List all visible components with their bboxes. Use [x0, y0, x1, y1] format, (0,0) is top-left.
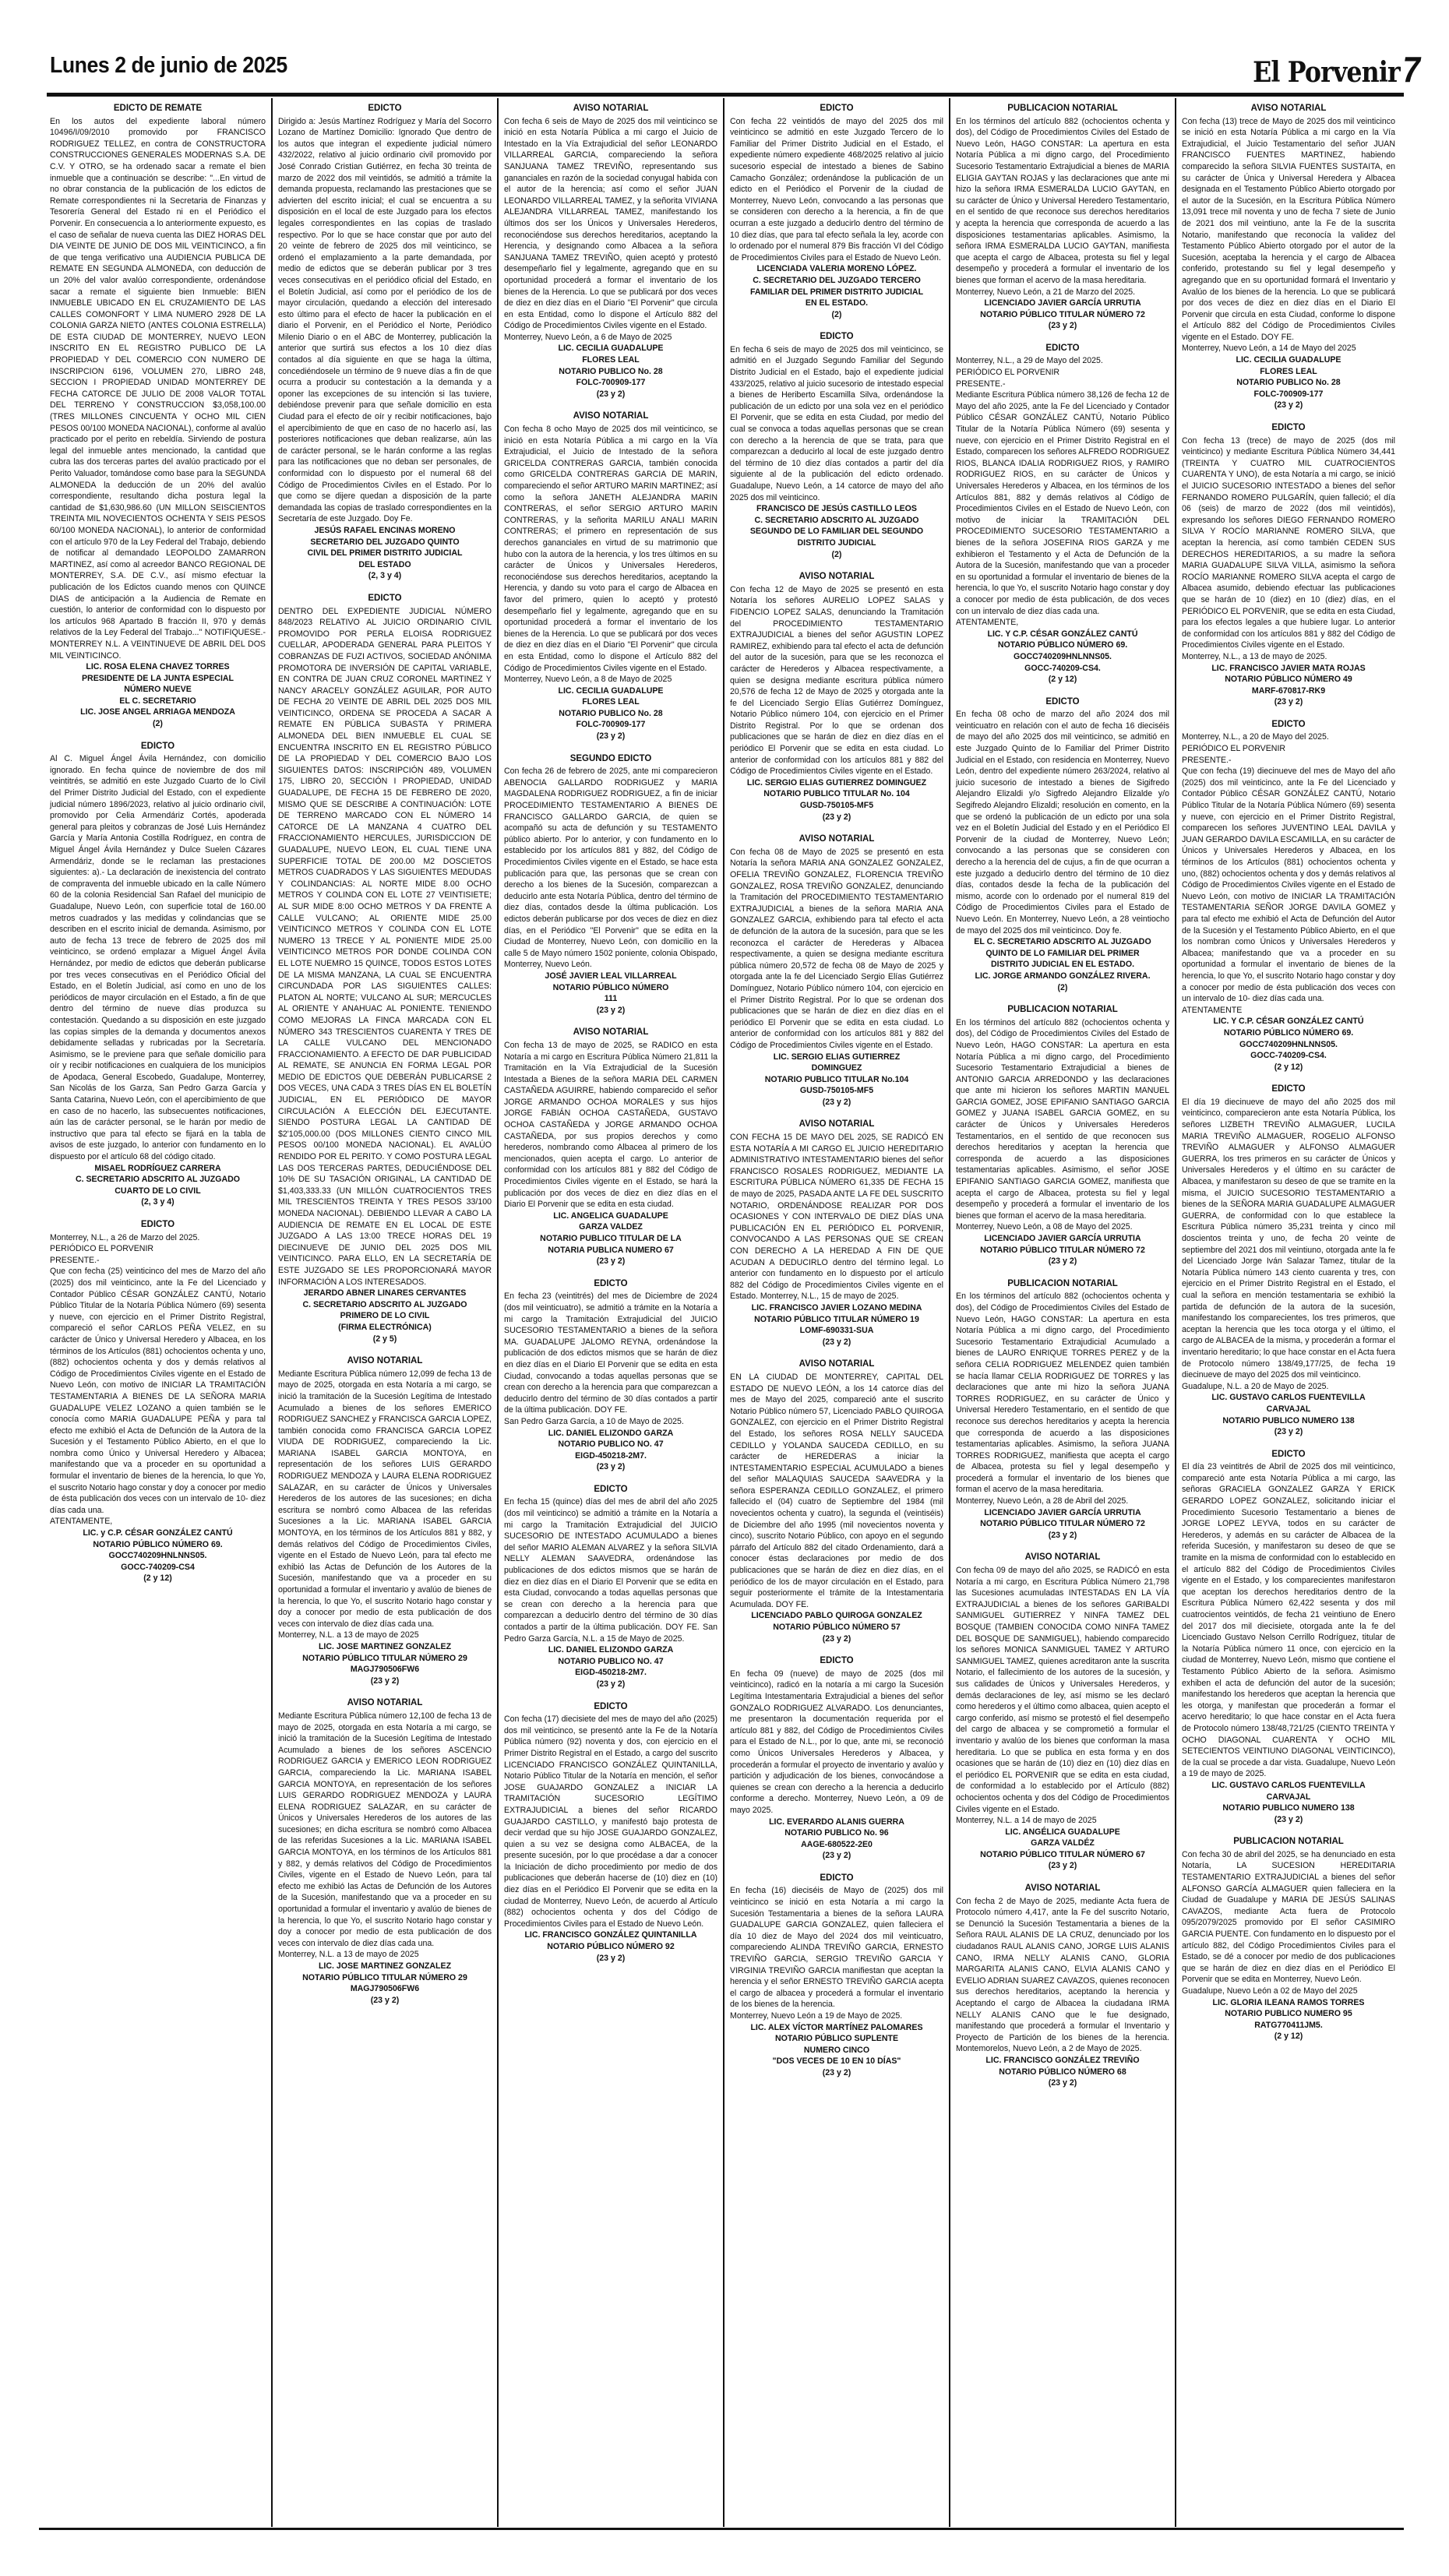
notice-closing: ATENTAMENTE,: [50, 1517, 113, 1527]
signature-line: NOTARIO PÚBLICO NÚMERO 68: [999, 2067, 1126, 2077]
notice-heading: AVISO NOTARIAL: [573, 104, 649, 113]
signature-line: NOTARIO PUBLICO No. 96: [784, 1828, 889, 1838]
notice-intro-line: PERIÓDICO EL PORVENIR: [1182, 744, 1286, 754]
publication-dates: (2 y 12): [143, 1573, 172, 1584]
signature-line: LIC. CECILIA GUADALUPE: [558, 685, 664, 696]
publication-dates: (23 y 2): [1048, 2078, 1077, 2088]
newspaper-logo: [1253, 48, 1419, 90]
signature-line: MAGJ790506FW6: [350, 1984, 420, 1994]
signature-line: GARZA VALDEZ: [579, 1222, 643, 1232]
legal-notice: [730, 833, 943, 1108]
notice-intro-line: PRESENTE.-: [50, 1255, 100, 1265]
signature-line: LIC. FRANCISCO JAVIER LOZANO MEDINA: [751, 1302, 922, 1313]
signature-line: NUMERO CINCO: [803, 2045, 870, 2055]
legal-notice: [504, 103, 717, 400]
notice-closing: Monterrey, Nuevo León, a 8 de Mayo de 2025: [504, 675, 672, 685]
notice-body: El día 19 diecinueve de mayo del año 2025 dos mil veinticinco, comparecieron ante esta Notaría Pública, los señores LIZBETH TREVIÑO ALMAGUER, LUCILA MARIA TREVIÑO ALMAGUER, ROGELIO ALFONSO TREVIÑO ALMAGUER y ALFONSO ALMAGUER GUERRA, los tres primeros en su carácter de Únicos y Universales Herederos y el último en su carácter de Albacea, y manifestaron su deseo de que se tramite en la misma, el JUICIO SUCESORIO TESTAMENTARIO a bienes de la SEÑORA MARIA GUADALUPE ALMAGUER GUERRA, de conformidad con lo que establece la Escritura Pública número 35,231 treinta y cinco mil doscientos treinta y uno, de fecha 20 veinte de septiembre del 2021 dos mil veintiuno, otorgada ante la fe del Licenciado Jorge Iván Salazar Tamez, titular de la Notaría Pública número 143 ciento cuarenta y tres, con ejercicio en el Primer Distrito Registral en el Estado, el cual la señora en mención testamentaria se exhibió la partida de defunción de la autora de la sucesión, manifestando los comparecientes, los tres primeros, que aceptan la herencia que les toca otorga y el último, el cargo de ALBACEA de la misma, y procederán a formar el inventario hereditario; lo que hace constar en el Acta fuera de Protocolo número 138/49,177/25, de fecha 19 diecinueve de mayo del 2025 dos mil veinticinco.: [1182, 1097, 1395, 1380]
signature-line: NOTARIO PÚBLICO NÚMERO 49: [1225, 675, 1352, 685]
notice-body: En los autos del expediente laboral número 10496/I/09/2010 promovido por FRANCISCO RODRIGUEZ TELLEZ, en contra de CONSTRUCTORA CONSTRUCCIONES GENERALES MODERNAS S.A. DE C.V. Y OTRO, se ha ordenado sacar a remate el bien inmueble que a continuación se describe: "...En virtud de no obrar constancia de la publicación de los edictos de Remate correspondientes ni la Secretaria de Finanzas y Tesorería General del Estado ni en el Periódico el Porvenir. En consecuencia a lo anteriormente expuesto, es el caso de señalar de nueva cuenta las DIEZ HORAS DEL DIA VEINTE DE JUNIO DE DOS MIL VEINTICINCO, a fin de que tenga verificativo una AUDIENCIA PUBLICA DE REMATE EN SEGUNDA ALMONEDA, con deducción de un 20% del valor avalúo correspondiente, ordenándose sacar a remate el siguiente bien Inmueble: BIEN INMUEBLE UBICADO EN EL CRUZAMIENTO DE LAS CALLES COMONFORT Y LIMA NUMERO 2928 DE LA COLONIA GARZA NIETO (ANTES COLONIA ESTRELLA) DE ESTA CIUDAD DE MONTERREY, NUEVO LEON INSCRITO EN EL REGISTRO PUBLICO DE LA PROPIEDAD Y DEL COMERCIO CON NUMERO DE INSCRIPCION 6196, VOLUMEN 270, LIBRO 248, SECCION I PROPIEDAD UNIDAD MONTERREY DE FECHA CATORCE DE JULIO DE 2008 VALOR TOTAL DEL TERRENO Y CONSTRUCCION $3,058,100.00 (TRES MILLONES CINCUENTA Y OCHO MIL CIEN PESOS 00/100 MONEDA NACIONAL), conforme al avalúo practicado por el perito en rebeldía. Sirviendo de postura legal del inmueble antes mencionado, la cantidad que cubra las dos terceras partes del avalúo practicado por el Perito Valuador, tomándose como base para la SEGUNDA ALMONEDA la deducción de un 20% del avalúo correspondiente, resultando dicha postura legal la cantidad de $1,630,986.60 (UN MILLON SEISCIENTOS TREINTA MIL NOVECIENTOS OCHENTA Y SEIS PESOS 60/100 MONEDA NACIONAL), lo anterior de conformidad con el artículo 970 de la Ley Federal del Trabajo, debiendo de notificar al demandado LEOPOLDO ZAMARRON MARTINEZ, así como al acreedor BANCO REGIONAL DE MONTERREY, S.A. DE C.V., así mismo efectuar la publicación de los Edictos cuando menos con QUINCE DIAS de anticipación a la Audiencia de Remate en cuestión, lo anterior de conformidad con lo dispuesto por los artículos 968 Apartado B fracción II, 970 y demás relativos de la Ley Federal del Trabajo..." NOTIFIQUESE.- MONTERREY N.L. A VEINTINUEVE DE ABRIL DEL DOS MIL VEINTICINCO.: [50, 116, 266, 661]
publication-dates: (23 y 2): [1048, 1861, 1077, 1871]
notice-body: Que con fecha (25) veinticinco del mes de Marzo del año (2025) dos mil veinticinco, ante la Fe del Licenciado y Contador Público CÉSAR GONZÁLEZ CANTÚ, Notario Público Titular de la Notaría Pública Número (69) sesenta y nueve, con ejercicio en el Primer Distrito Registral, compareció el señor CARLOS PEÑA VELEZ, en su carácter de Único y Universal Heredero y Albacea, en los términos de los Artículos (881) ochocientos ochenta y uno, (882) ochocientos ochenta y dos y demás relativos al Código de Procedimientos Civiles vigente en el Estado de Nuevo León, con motivo de INICIAR LA TRAMITACIÓN TESTAMENTARIA A BIENES DE LA SEÑORA MARIA GUADALUPE VELEZ LOZANO a quien también se le conocía como MARIA GUADALUPE PEÑA y para tal efecto me exhibió el Acta de Defunción de la Autora de la Sucesión y el Testamento Público Abierto, en el que lo nombra como Único y Universal Heredero y Albacea; manifestando que va a proceder en su oportunidad a formular el inventario de bienes de la herencia, lo que Yo, el suscrito Notario hago constar y doy a conocer por medio de ésta publicación dos veces con un intervalo de 10- diez días cada una.: [50, 1267, 266, 1515]
notice-body: En fecha 09 (nueve) de mayo de 2025 (dos mil veinticinco), radicó en la notaría a mi cargo la Sucesión Legítima Intestamentaria Extrajudicial a bienes del señor GONZALO RODRIGUEZ ALVARADO. Los denunciantes, me presentaron la documentación requerida por el artículo 881 y 882, del Código de Procedimientos Civiles para el Estado de N.L., por lo que, ante mi, se reconoció como Únicos Universales Herederos y Albacea, y procederán a formular el proyecto de inventario y avalúo y partición y adjudicación de los bienes, convocándose a quienes se crean con derecho a la herencia a deducirlo conforme a derecho. Monterrey, Nuevo León, a 09 de mayo 2025.: [730, 1669, 943, 1815]
publication-dates: (23 y 2): [1274, 400, 1303, 411]
signature-line: LIC. FRANCISCO GONZÁLEZ QUINTANILLA: [524, 1930, 697, 1940]
column-1: [47, 98, 271, 2527]
signature-line: GOCC-740209-CS4.: [1024, 663, 1101, 673]
signature-line: SECRETARIO DEL JUZGADO QUINTO: [310, 537, 460, 547]
notice-closing: ATENTAMENTE,: [956, 618, 1019, 628]
legal-notice: [730, 571, 943, 823]
publication-dates: (2 y 12): [1274, 1062, 1303, 1072]
legal-notice: [730, 1873, 943, 2079]
signature-line: FLORES LEAL: [1260, 366, 1317, 376]
legal-notice: [956, 103, 1169, 332]
notice-heading: EDICTO: [140, 741, 175, 751]
notice-body: En los términos del artículo 882 (ochocientos ochenta y dos), del Código de Procedimientos Civiles del Estado de Nuevo León, HAGO CONSTAR: La apertura en esta Notaría Pública a mi digno cargo, del Procedimiento Sucesorio Testamentario Extrajudicial a bienes de ANTONIO GARCIA ARREDONDO y las declaraciones que ante mi hicieron los señores MARTIN MANUEL GARCIA GOMEZ, JOSE EPIFANIO SANTIAGO GARCIA GOMEZ y JUANA ISABEL GARCIA GOMEZ, en su carácter de Únicos y Universales Herederos Testamentarios, en el sentido de que reconocen sus derechos hereditarios y aceptan la herencia que corresponda de acuerdo a las disposiciones testamentarias aplicables. Asimismo, el señor JOSE EPIFANIO SANTIAGO GARCIA GOMEZ, manifiesta que acepta el cargo de Albacea, protesta su fiel y legal desempeño y procederá a formular el inventario de los bienes que forman el acervo de la masa hereditaria.: [956, 1017, 1169, 1221]
publication-dates: (23 y 2): [822, 1097, 851, 1107]
legal-notice: [730, 1358, 943, 1644]
notice-intro-line: PRESENTE.-: [956, 379, 1006, 389]
legal-notice: [730, 1655, 943, 1862]
signature-line: RATG770411JM5.: [1254, 2020, 1323, 2030]
publication-dates: (23 y 2): [822, 1337, 851, 1347]
publication-dates: (23 y 2): [370, 1995, 400, 2005]
legal-notice: [956, 343, 1169, 685]
notice-heading: AVISO NOTARIAL: [799, 1119, 875, 1129]
notice-body: En los términos del artículo 882 (ochocientos ochenta y dos), del Código de Procedimientos Civiles del Estado de Nuevo León, HAGO CONSTAR: La apertura en esta Notaría Pública a mi digno cargo, del Procedimiento Sucesorio Testamentario Extrajudicial a bienes de MARIA ELIGIA GAYTAN ROJAS y las declaraciones que ante mi hizo la señora IRMA ESMERALDA LUCIO GAYTAN, en su carácter de Único y Universal Heredero Testamentario, en el sentido de que reconoce sus derechos hereditarios y acepta la herencia que corresponda de acuerdo a las disposiciones testamentarias aplicables. Asimismo, la señora IRMA ESMERALDA LUCIO GAYTAN, manifiesta que acepta el cargo de Albacea, protesta su fiel y legal desempeño y procederá a formular el inventario de los bienes que forman el acervo de la masa hereditaria.: [956, 116, 1169, 285]
notice-intro-line: PERIÓDICO EL PORVENIR: [50, 1244, 154, 1254]
legal-notice: [1182, 1084, 1395, 1437]
signature-line: LIC. CECILIA GUADALUPE: [558, 344, 664, 354]
legal-notice: [956, 1278, 1169, 1542]
legal-notice: [50, 741, 266, 1208]
signature-line: NOTARIO PÚBLICO NÚMERO 69.: [1223, 1027, 1354, 1038]
signature-line: NOTARIO PUBLICO NUMERO 138: [1222, 1803, 1355, 1813]
legal-notice: [504, 1278, 717, 1473]
notice-body: Con fecha 13 de mayo de 2025, se RADICO en esta Notaría a mi cargo en Escritura Pública Número 21,811 la Tramitación en la Vía Extrajudicial de la Sucesión Intestada a Bienes de la señora MARIA DEL CARMEN CASTAÑEDA AGUIRRE, habiendo comparecido el señor JORGE ARMANDO OCHOA MORALES y sus hijos JORGE FABIÁN OCHOA CASTAÑEDA, GUSTAVO OCHOA CASTAÑEDA y JORGE ARMANDO OCHOA CASTAÑEDA, por sus propios derechos y como herederos, nombrando como Albacea al primero de los mencionados, quien acepta el cargo. Lo anterior de conformidad con los artículos 881 y 882 del Código de Procedimientos Civiles vigente en el Estado, se hará la publicación por dos veces de diez en diez días en el Diario El Porvenir que se edita en esta ciudad.: [504, 1040, 717, 1210]
signature-line: SEGUNDO DE LO FAMILIAR DEL SEGUNDO: [749, 527, 924, 537]
signature-line: GUSD-750105-MF5: [799, 1086, 874, 1096]
publication-dates: (23 y 2): [596, 1953, 626, 1963]
column-4: [723, 98, 949, 2527]
notice-heading: AVISO NOTARIAL: [573, 1027, 649, 1038]
signature-line: LIC. GLORIA ILEANA RAMOS TORRES: [1212, 1997, 1365, 2007]
notice-body: Que con fecha (19) diecinueve del mes de Mayo del año (2025) dos mil veinticinco, ante la Fe del Licenciado y Contador Público CÉSAR GONZÁLEZ CANTÚ, Notario Público Titular de la Notaría Pública Número (69) sesenta y nueve, con ejercicio en el Primer Distrito Registral, comparecen los señores JUVENTINO LEAL DAVILA y JUAN GERARDO DAVILA ESCAMILLA, en su carácter de Únicos y Universales Herederos y Albacea, en los términos de los Artículos (881) ochocientos ochenta y uno, (882) ochocientos ochenta y dos y demás relativos al Código de Procedimientos Civiles vigente en el Estado de Nuevo León, con motivo de INICIAR LA TRAMITACIÓN TESTAMENTARIA SEÑOR JORGE DAVILA GOMEZ y para tal efecto me exhibió el Acta de Defunción del Autor de la Sucesión y el Testamento Público Abierto, en el que los nombran como Únicos y Universales Herederos y Albacea; manifestando que va a proceder en su oportunidad a formular el inventario de bienes de la herencia, lo que Yo, el suscrito Notario hago constar y doy a conocer por medio de ésta publicación dos veces con un intervalo de 10- diez días cada una.: [1182, 766, 1395, 1004]
legal-notice: [504, 1484, 717, 1690]
header-rule: [47, 93, 1404, 97]
signature-line: NOTARIO PÚBLICO TITULAR NÚMERO 72: [980, 1245, 1145, 1255]
notice-heading: PUBLICACION NOTARIAL: [1007, 104, 1118, 113]
publication-dates: (2): [831, 309, 842, 319]
notice-body: Con fecha 22 veintidós de mayo del 2025 dos mil veinticinco se admitió en este Juzgado Tercero de lo Familiar del Primer Distrito Judicial en el Estado, el expediente número expediente 468/2025 relativo al juicio sucesorio especial de intestado a bienes de Sabino Camacho González; ordenándose la publicación de un edicto en el Periódico el Porvenir de la ciudad de Monterrey, Nuevo León, convocando a las personas que se consideren con derecho a la herencia, a fin de que ocurran a este juzgado a deducirlo dentro del término de 10 diez días, que para tal efecto señala la ley, acorde con lo ordenado por el numeral 879 Bis fracción VI del Código de Procedimientos Civiles para el Estado de Nuevo León.: [730, 116, 943, 263]
notice-heading: EDICTO: [1045, 696, 1080, 707]
publication-dates: (23 y 2): [596, 1005, 626, 1015]
notice-body: Con fecha (17) diecisiete del mes de mayo del año (2025) dos mil veinticinco, se presentó ante la Fe de la Notaría Pública número (92) noventa y dos, con ejercicio en el Primer Distrito Registral en el Estado, a cargo del suscrito LICENCIADO FRANCISCO GONZÁLEZ QUINTANILLA, Notario Público Titular de la Notaría en mención, el señor JOSE GUAJARDO GONZALEZ a INICIAR LA TRAMITACIÓN SUCESORIO LEGÍTIMO EXTRAJUDICIAL a bienes del señor RICARDO GUAJARDO CASTILLO, y manifestó bajo protesta de decir verdad que su hijo JOSE GUAJARDO GONZALEZ, quien a su vez se designa como ALBACEA, de la presente sucesión, por lo que procédase a dar a conocer la Iniciación de dicho procedimiento por medio de dos publicaciones que deberán hacerse de (10) diez en (10) diez días en el Periódico El Porvenir que se edita en la ciudad de Monterrey, Nuevo León, de acuerdo al Artículo (882) ochocientos ochenta y dos del Código de Procedimientos Civiles para el Estado de Nuevo León.: [504, 1714, 717, 1929]
legal-notice: [1182, 1836, 1395, 2042]
notice-heading: EDICTO: [820, 1873, 854, 1883]
signature-line: NOTARIO PUBLICO No. 28: [559, 708, 663, 718]
signature-line: MISAEL RODRÍGUEZ CARRERA: [94, 1163, 221, 1173]
publication-dates: (2): [153, 719, 163, 729]
notice-heading: EDICTO: [1271, 423, 1306, 433]
signature-line: NOTARIO PUBLICO NO. 47: [558, 1656, 664, 1666]
notice-closing: San Pedro Garza García, a 10 de Mayo de 2025.: [504, 1416, 684, 1426]
notice-heading: AVISO NOTARIAL: [347, 1698, 423, 1708]
signature-line: NOTARIO PÚBLICO NÚMERO 69.: [93, 1539, 223, 1549]
notice-heading: AVISO NOTARIAL: [347, 1356, 423, 1366]
signature-line: JOSÉ JAVIER LEAL VILLARREAL: [545, 971, 677, 981]
notice-closing: Monterrey, Nuevo León, a 14 de Mayo del 2025: [1182, 344, 1356, 354]
signature-line: C. SECRETARIO ADSCRITO AL JUZGADO: [302, 1299, 467, 1309]
legal-notice: [50, 103, 266, 730]
signature-line: CARVAJAL: [1266, 1792, 1311, 1802]
notice-heading: EDICTO: [594, 1701, 628, 1711]
signature-line: QUINTO DE LO FAMILIAR DEL PRIMER: [985, 948, 1140, 958]
notice-closing: Guadalupe, Nuevo León a 02 de Mayo del 2025: [1182, 1986, 1358, 1996]
signature-line: LIC. DANIEL ELIZONDO GARZA: [548, 1428, 674, 1438]
signature-line: CIVIL DEL PRIMER DISTRITO JUDICIAL: [307, 548, 463, 559]
signature-line: LIC. ALEX VÍCTOR MARTÍNEZ PALOMARES: [750, 2022, 923, 2032]
signature-line: MAGJ790506FW6: [350, 1665, 420, 1675]
notice-heading: EDICTO: [1045, 343, 1080, 353]
signature-line: LIC. JOSE MARTINEZ GONZALEZ: [318, 1961, 452, 1971]
signature-line: LIC. GUSTAVO CARLOS FUENTEVILLA: [1211, 1780, 1366, 1790]
legal-notice: [956, 1552, 1169, 1872]
notice-heading: AVISO NOTARIAL: [1024, 1884, 1101, 1894]
brand-name: El Porvenir: [1253, 56, 1400, 89]
signature-line: JERARDO ABNER LINARES CERVANTES: [303, 1288, 467, 1299]
notice-body: En fecha 15 (quince) días del mes de abril del año 2025 (dos mil veinticinco) se admitió a trámite en la Notaría a mi cargo la Tramitación Extrajudicial del JUICIO SUCESORIO DE INTESTADO ACUMULADO a bienes del señor MARIO ALEMAN ALVAREZ y la señora SILVIA NELLY ALEMAN SAAVEDRA, ordenándose las publicaciones de dos edictos mismos que se harán de diez en diez días en el Diario El Porvenir que se edita en esta Ciudad, convocando a todas aquellas personas que se crean con derecho a la herencia para que comparezcan a deducirlo dentro del término de 30 días contados a partir de la última publicación. DOY FE. San Pedro Garza García, N.L. a 15 de Mayo de 2025.: [504, 1497, 717, 1644]
signature-line: NOTARIO PÚBLICO NÚMERO 92: [547, 1942, 675, 1952]
publication-dates: (23 y 2): [596, 1462, 626, 1472]
legal-notice: [504, 1027, 717, 1267]
notice-body: En fecha 23 (veintitrés) del mes de Diciembre de 2024 (dos mil veinticuatro), se admitió a trámite en la Notaría a mi cargo la Tramitación Extrajudicial del JUICIO SUCESORIO TESTAMENTARIO a bienes de la señora MA. GUADALUPE JALOMO REYNA, ordenándose la publicación de dos edictos mismos que se harán de diez en diez días en el Diario El Porvenir que se edita en esta Ciudad, convocando a todas aquellas personas que se crean con derecho a la herencia para que comparezcan a deducirlo dentro del término de 30 días contados a partir de la última publicación. DOY FE.: [504, 1292, 717, 1415]
signature-line: GUSD-750105-MF5: [799, 801, 874, 811]
signature-line: LIC. ANGÉLICA GUADALUPE: [1005, 1827, 1120, 1837]
publication-dates: (2): [1057, 982, 1068, 992]
signature-line: EIGD-450218-2M7.: [575, 1668, 647, 1678]
signature-line: LIC. ROSA ELENA CHAVEZ TORRES: [86, 662, 230, 672]
signature-line: PRIMERO DE LO CIVIL: [340, 1311, 430, 1321]
signature-line: AAGE-680522-2E0: [801, 1839, 873, 1849]
signature-line: LIC. y C.P. CÉSAR GONZÁLEZ CANTÚ: [83, 1528, 233, 1538]
legal-notice: [278, 1355, 492, 1686]
notice-heading: EDICTO: [140, 1220, 175, 1229]
column-6: [1175, 98, 1401, 2527]
signature-line: NOTARIO PÚBLICO TITULAR NÚMERO 29: [302, 1653, 467, 1663]
signature-line: JESÚS RAFAEL ENCINAS MORENO: [314, 525, 456, 535]
signature-line: PRESIDENTE DE LA JUNTA ESPECIAL: [81, 673, 234, 683]
notice-heading: EDICTO: [1271, 719, 1306, 729]
publication-dates: (2 y 5): [372, 1334, 397, 1344]
publication-dates: (23 y 2): [822, 812, 851, 822]
signature-line: DOMINGUEZ: [811, 1063, 862, 1073]
signature-line: GOCC740209HNLNNS05.: [1014, 651, 1112, 661]
legal-notice: [278, 103, 492, 582]
notice-body: Mediante Escritura Pública número 12,099 de fecha 13 de mayo de 2025, otorgada en esta Notaría a mi cargo, se inició la tramitación de la Sucesión Legítima de Intestado Acumulado a bienes de los señores EMERICO RODRIGUEZ SANCHEZ y FRANCISCA GARCIA LOPEZ, también conocida como FRANCISCA GARCIA LOPEZ VIUDA DE RODRIGUEZ, compareciendo la Lic. MARIANA ISABEL GARCIA MONTOYA, en representación de los señores LUIS GERARDO RODRIGUEZ MENDOZA y LAURA ELENA RODRIGUEZ SALAZAR, en su carácter de Únicos y Universales Herederos de los autores de las sucesiones; en dicha escritura se nombró como Albacea de las referidas Sucesiones a la Lic. MARIANA ISABEL GARCIA MONTOYA, en los términos de los Artículos 881 y 882, y demás relativos del Código de Procedimientos Civiles, vigente en el Estado de Nuevo León, para tal efecto me exhibió las Actas de Defunción de los Autores de la Sucesión, manifestando que va a proceder en su oportunidad a formular el inventario y avalúo de bienes de la herencia, lo que Yo, el suscrito Notario hago constar y doy a conocer por medio de esta publicación de dos veces con intervalo de diez días cada una.: [278, 1369, 492, 1629]
signature-line: EL C. SECRETARIO: [119, 696, 196, 706]
notice-heading: AVISO NOTARIAL: [1024, 1552, 1101, 1563]
notice-body: Con fecha 2 de Mayo de 2025, mediante Acta fuera de Protocolo número 4,417, ante la Fe del suscrito Notario, se Denunció la Sucesión Testamentaria a bienes de la Señora RAUL ALANIS DE LA CRUZ, denunciado por los ciudadanos RAUL ALANIS CANO, JORGE LUIS ALANIS CANO, IRMA NELLY ALANIS CANO, GLORIA MARGARITA ALANIS CANO, ELVIA ALANIS CANO y EVELIO ADRIAN SUAREZ CAVAZOS, quienes reconocen sus derechos hereditarios, aceptando la herencia y Aceptando el cargo de Albacea la ciudadana IRMA NELLY ALANIS CANO que le fue designado, manifestando que procederá a formular el Inventario y Proyecto de Partición de los bienes de la herencia. Montemorelos, Nuevo León, a 2 de Mayo de 2025.: [956, 1896, 1169, 2054]
notice-heading: EDICTO: [368, 104, 402, 113]
signature-line: NOTARIO PUBLICO TITULAR DE LA: [540, 1234, 682, 1243]
publication-dates: (23 y 2): [822, 1633, 851, 1644]
notice-closing: Monterrey, N.L. a 14 de mayo de 2025: [956, 1816, 1097, 1826]
signature-line: LIC. GUSTAVO CARLOS FUENTEVILLA: [1211, 1393, 1366, 1403]
legal-notice: [278, 593, 492, 1344]
signature-line: LIC. SERGIO ELIAS GUTIERREZ: [773, 1052, 901, 1062]
signature-line: LICENCIADO PABLO QUIROGA GONZALEZ: [751, 1611, 922, 1621]
notice-heading: AVISO NOTARIAL: [799, 572, 875, 582]
signature-line: (FIRMA ELECTRÓNICA): [338, 1322, 432, 1332]
notice-intro-line: PRESENTE.-: [1182, 755, 1232, 765]
signature-line: NOTARIO PUBLICO TITULAR No.104: [764, 1074, 909, 1084]
publication-dates: (23 y 2): [1274, 1814, 1303, 1824]
signature-line: FLORES LEAL: [582, 697, 640, 707]
signature-line: "DOS VECES DE 10 EN 10 DÍAS": [772, 2056, 901, 2067]
notice-heading: EDICTO: [594, 1484, 628, 1494]
signature-line: FOLC-700909-177: [576, 378, 646, 388]
notice-body: Con fecha (13) trece de Mayo de 2025 dos mil veinticinco se inició en esta Notaría Pública a mi cargo en la Vía Extrajudicial, el Juicio Testamentario del señor JUAN FRANCISCO FUENTES MARTINEZ, habiendo comparecido la señora SILVIA FUENTES SUSTAITA, en su carácter de Única y Universal Heredera y Albacea designada en el Testamento Público Abierto otorgado por el autor de la Sucesión, en la Escritura Pública Número 13,091 trece mil noventa y uno de fecha 7 siete de Junio de 2021 dos mil veintiuno, ante la Fe de la suscrita Notario, manifestando que reconocía la validez del Testamento Público Abierto otorgado por el autor de la Sucesión, aceptaba la herencia y el cargo de Albacea conferido, protestando su fiel y legal desempeño y agregando que en su oportunidad formará el Inventario y Avalúo de los bienes de la herencia. Lo que se publicará por dos veces de diez en diez días en el Diario El Porvenir que circula en esta Ciudad, conforme lo dispone el Artículo 882 del Código de Procedimientos Civiles vigente en el Estado. DOY FE.: [1182, 116, 1395, 342]
signature-line: CARVAJAL: [1266, 1404, 1311, 1414]
signature-line: LICENCIADA VALERIA MORENO LÓPEZ.: [756, 264, 917, 274]
signature-line: GOCC-740209-CS4.: [1250, 1051, 1327, 1061]
legal-notice: [504, 1701, 717, 1965]
publication-dates: (23 y 2): [1274, 1427, 1303, 1437]
signature-line: LOMF-690331-SUA: [799, 1326, 874, 1336]
legal-notice: [730, 1119, 943, 1348]
notice-body: DENTRO DEL EXPEDIENTE JUDICIAL NÚMERO 848/2023 RELATIVO AL JUICIO ORDINARIO CIVIL PROMOVIDO POR PERLA ELOISA RODRIGUEZ CUELLAR, APODERADA GENERAL PARA PLEITOS Y COBRANZAS DE FUZI ACTIVOS, SOCIEDAD ANÓNIMA PROMOTORA DE INVERSIÓN DE CAPITAL VARIABLE, EN CONTRA DE JUAN CRUZ CORONEL MARTINEZ Y NANCY ARACELY GONZÁLEZ AGUILAR, POR AUTO DE FECHA 20 VEINTE DE ABRIL DEL 2025 DOS MIL VEINTICINCO, ORDENA SE PROCEDA A SACAR A REMATE EN PÚBLICA SUBASTA Y PRIMERA ALMONEDA DEL BIEN INMUEBLE EL CUAL SE ENCUENTRA INSCRITO EN EL REGISTRO PÚBLICO DE LA PROPIEDAD Y DEL COMERCIO BAJO LOS SIGUIENTES DATOS: INSCRIPCIÓN 489, VOLUMEN 175, LIBRO 20, SECCIÓN I PROPIEDAD, UNIDAD GUADALUPE, DE FECHA 15 DE FEBRERO DE 2020, MISMO QUE SE DESCRIBE A CONTINUACIÓN: LOTE DE TERRENO MARCADO CON EL NÚMERO 14 CATORCE DE LA MANZANA 4 CUATRO DEL FRACCIONAMIENTO HERCULES, JURISDICCION DE GUADALUPE, NUEVO LEON, EL CUAL TIENE UNA SUPERFICIE TOTAL DE 200.00 M2 DOSCIETOS METROS CUADRADOS Y LAS SIGUIENTES MEDUDAS Y COLINDANCIAS: AL NORTE MIDE 8.00 OCHO METROS Y COLINDA CON EL LOTE 27 VEINTISIETE; AL SUR MIDE 8:00 OCHO METROS Y DA FRENTE A CALLE VULCANO; AL ORIENTE MIDE 25.00 VEINTICINCO METROS Y COLINDA CON EL LOTE NUMERO 13 TRECE Y AL PONIENTE MIDE 25.00 VEINTICINCO METROS POR DONDE COLINDA CON EL LOTE NUEMRO 15 QUINCE, TODOS ESTOS LOTES DE LA MISMA MANZANA, LA CUAL SE ENCUENTRA CIRCUNDADA POR LAS SIGUIENTES CALLES: PLATON AL NORTE; VULCANO AL SUR; MERCUCLES AL ORIENTE Y ANAHUAC AL PONIENTE. TENIENDO COMO MEJORAS LA FINCA MARCADA CON EL NÚMERO 343 TRESCIENTOS CUARENTA Y TRES DE LA CALLE VULCANO DEL MENCIONADO FRACCIONAMIENTO. A EFECTO DE DAR PUBLICIDAD AL REMATE, SE ANUNCIA EN FORMA LEGAL POR MEDIO DE EDICTOS QUE DEBERÁN PUBLICARSE 2 DOS VECES, UNA CADA 3 TRES DÍAS EN EL BOLETÍN JUDICIAL, EN EL PERIÓDICO DE MAYOR CIRCULACIÓN A ELECCIÓN DEL EJECUTANTE. SIENDO POSTURA LEGAL LA CANTIDAD DE $2'105,000.00 (DOS MILLONES CIENTO CINCO MIL PESOS 00/100 MONEDA NACIONAL). EL AVALÚO RENDIDO POR EL PERITO. Y COMO POSTURA LEGAL LAS DOS TERCERAS PARTES, DEDUCIÉNDOSE DEL 10% DE SU TASACIÓN ORIGINAL, LA CANTIDAD DE $1,403,333.33 (UN MILLÓN CUATROCIENTOS TRES MIL TRESCIENTOS TREINTA Y TRES PESOS 33/100 MONEDA NACIONAL). DEBIENDO LLEVAR A CABO LA AUDIENCIA DE REMATE EN EL LOCAL DE ESTE JUZGADO A LAS 13:00 TRECE HORAS DEL 19 DIECINUEVE DE JUNIO DEL 2025 DOS MIL VEINTICINCO. PARA ELLO, EN LA SECRETARÍA DE ESTE JUZGADO SE LES PROPORCIONARÁ MAYOR INFORMACIÓN A LOS INTERESADOS.: [278, 606, 492, 1287]
notice-body: En los términos del artículo 882 (ochocientos ochenta y dos), del Código de Procedimientos Civiles del Estado de Nuevo León, HAGO CONSTAR: La apertura en esta Notaría Pública a mi digno cargo, del Procedimiento Sucesorio Testamentario Extrajudicial Acumulado a bienes de LAURO ENRIQUE TORRES PEREZ y de la señora CELIA RODRIGUEZ MELENDEZ quien también se hacía llamar CELIA RODRIGUEZ DE TORRES y las declaraciones que ante mi hizo la señora JUANA TORRES RODRIGUEZ, en su carácter de Único y Universal Heredero Testamentario, en el sentido de que reconoce sus derechos hereditarios y acepta la herencia que corresponda de acuerdo a las disposiciones testamentarias aplicables. Asimismo, la señora JUANA TORRES RODRIGUEZ, manifiesta que acepta el cargo de Albacea, protesta su fiel y legal desempeño y procederá a formular el inventario de los bienes que forman el acervo de la masa hereditaria.: [956, 1292, 1169, 1495]
signature-line: DISTRITO JUDICIAL: [797, 537, 876, 548]
publication-dates: (23 y 2): [596, 1679, 626, 1689]
signature-line: LIC. JOSE ANGEL ARRIAGA MENDOZA: [80, 707, 235, 717]
issue-date: Lunes 2 de junio de 2025: [50, 53, 287, 78]
legal-notice: [1182, 422, 1395, 708]
signature-line: LIC. EVERARDO ALANIS GUERRA: [769, 1817, 904, 1827]
masthead: [47, 49, 1449, 90]
signature-line: MARF-670817-RK9: [1251, 685, 1326, 696]
publication-dates: (2): [831, 549, 842, 559]
notice-body: Mediante Escritura Pública número 12,100 de fecha 13 de mayo de 2025, otorgada en esta Notaría a mi cargo, se inició la tramitación de la Sucesión Legítima de Intestado Acumulado a bienes de los señores ASCENCIO RODRIGUEZ GARCIA y EMERICO LEON RODRIGUEZ GARCIA, compareciendo la Lic. MARIANA ISABEL GARCIA MONTOYA, en representación de los señores LUIS GERARDO RODRIGUEZ MENDOZA y LAURA ELENA RODRIGUEZ SALAZAR, en su carácter de Únicos y Universales Herederos de los autores de las sucesiones; en dicha escritura se nombró como Albacea de las referidas Sucesiones a la Lic. MARIANA ISABEL GARCIA MONTOYA, en los términos de los Artículos 881 y 882, y demás relativos del Código de Procedimientos Civiles, vigente en el Estado de Nuevo León, para tal efecto me exhibió las Actas de Defunción de los Autores de la Sucesión, manifestando que va a proceder en su oportunidad a formular el inventario y avalúo de bienes de la herencia, lo que Yo, el suscrito Notario hago constar y doy a conocer por medio de esta publicación de dos veces con intervalo de diez días cada una.: [278, 1711, 492, 1948]
notice-body: Con fecha 26 de febrero de 2025, ante mi comparecieron ABENOCIA GALLARDO RODRIGUEZ y MARIA MAGDALENA RODRIGUEZ RODRIGUEZ, a fin de iniciar PROCEDIMIENTO TESTAMENTARIO A BIENES DE FRANCISCO GALLARDO GARCIA, de quien se acompañó su acta de defunción y su TESTAMENTO público abierto. Por lo anterior, y con fundamento en lo establecido por los artículos 881 y 882, del Código de Procedimientos Civiles vigente en el Estado, se hace esta publicación para que, las personas que se crean con derecho a los bienes de la Sucesión, comparezcan a deducirlo ante esta Notaría Pública, dentro del término de diez días, contados desde la última publicación. Los edictos deberán publicarse por dos veces de diez en diez días, en el Periódico "El Porvenir" que se edita en la Ciudad de Monterrey, Nuevo León, con domicilio en la calle 5 de Mayo número 1502 poniente, colonia Obispado, Monterrey, Nuevo León.: [504, 766, 717, 970]
notice-body: Con fecha 08 de Mayo de 2025 se presentó en esta Notaría la señora MARIA ANA GONZALEZ GONZALEZ, OFELIA TREVIÑO GONZALEZ, FLORENCIA TREVIÑO GONZALEZ, ROSA TREVIÑO GONZALEZ, denunciando la Tramitación del PROCEDIMIENTO TESTAMENTARIO EXTRAJUDICIAL a bienes de la señora MARIA ANA GONZALEZ GARCIA, exhibiendo para tal efecto el acta de defunción de la autora de la sucesión, para que se les reconozca el carácter de Herederas y Albacea respectivamente, a quien se designa mediante escritura pública número 20,572 de fecha 08 de Mayo de 2025 y otorgada ante la fe del Licenciado Sergio Elías Gutiérrez Domínguez, Notario Público número 104, con ejercicio en el Primer Distrito Registral. Por lo que se ordenan dos publicaciones que se harán de diez en diez días en el periódico El Porvenir que se edita en esta ciudad. Lo anterior de conformidad con los artículos 881 y 882 del Código de Procedimientos Civiles vigente en el Estado.: [730, 847, 943, 1050]
signature-line: FLORES LEAL: [582, 355, 640, 365]
legal-notice: [278, 1697, 492, 2006]
publication-dates: (23 y 2): [1048, 321, 1077, 331]
signature-line: LIC. FRANCISCO GONZÁLEZ TREVIÑO: [985, 2055, 1140, 2065]
notice-body: Con fecha 8 ocho Mayo de 2025 dos mil veinticinco, se inició en esta Notaría Pública a mi cargo en la Vía Extrajudicial, el Juicio de Intestado de la señora GRICELDA CONTRERAS GARCIA, también conocida como GRICELDA CONTRERAS GARCIA DE MARIN, compareciendo el señor ARTURO MARIN MARTINEZ; así como la señora JANETH ALEJANDRA MARIN CONTRERAS, el señor SERGIO ARTURO MARIN CONTRERAS, y la señorita MARILU ANALI MARIN CONTRERAS; el primero en representación de sus derechos gananciales en virtud de su matrimonio que hubo con la autora de la herencia, y los tres últimos en su carácter de Únicos y Universales Herederos, reconociéndose sus derechos hereditarios, aceptando la Herencia, y dando su voto para el cargo de Albacea en favor del primero, quien lo aceptó y protestó desempeñarlo fiel y legalmente, agregando que en su oportunidad procederá a formar el inventario de los bienes de la Herencia. Lo que se publicará por dos veces de diez en diez días en el Diario "El Porvenir" que circula en esta Entidad, como lo dispone el Artículo 882 del Código de Procedimientos Civiles vigente en el Estado.: [504, 425, 717, 673]
legal-notice: [730, 103, 943, 320]
publication-dates: (23 y 2): [596, 1256, 626, 1267]
column-2: [271, 98, 497, 2527]
signature-line: NOTARIO PÚBLICO NÚMERO 69.: [997, 640, 1128, 650]
notice-heading: PUBLICACION NOTARIAL: [1233, 1837, 1344, 1847]
legal-notice: [730, 331, 943, 560]
signature-line: GOCC740209HNLNNS05.: [108, 1551, 207, 1561]
publication-dates: (23 y 2): [370, 1676, 400, 1686]
signature-line: NOTARIO PUBLICO NO. 47: [558, 1440, 664, 1450]
notice-body: Al C. Miguel Ángel Ávila Hernández, con domicilio ignorado. En fecha quince de noviembre de dos mil veintitrés, se admitió en este Juzgado Cuarto de lo Civil del Primer Distrito Judicial del Estado, con el expediente judicial número 1896/2023, relativo al juicio ordinario civil, promovido por Celia Armendáriz Cortés, apoderada general para pleitos y cobranzas de José Luis Hernández García y María Antonia Costilla Rodríguez, en contra de Miguel Ángel Ávila Hernández y Dulce Suelen Cázares Armendáriz, donde se le reclaman las prestaciones siguientes: a).- La declaración de inexistencia del contrato de compraventa del inmueble ubicado en la calle Número 60 de la colonia Residencial San Rafael del municipio de Guadalupe, Nuevo León, con superficie total de 160.00 metros cuadrados y las medidas y colindancias que se describen en el escrito inicial de demanda. Asimismo, por auto de fecha 13 trece de febrero de 2025 dos mil veinticinco, se ordenó emplazar a Miguel Ángel Ávila Hernández, por medio de edictos que deberán publicarse por tres veces consecutivas en el Periódico Oficial del Estado, en el Boletín Judicial, así como en uno de los periódicos de mayor circulación en el Estado, a fin de que dentro del término de nueve días produzca su contestación. Quedando a su disposición en este juzgado las copias simples de la demanda y documentos anexos debidamente selladas y rubricadas por la Secretaría. Asimismo, se le previene para que señale domicilio para oír y recibir notificaciones en cualquiera de los municipios de Apodaca, General Escobedo, Guadalupe, Monterrey, San Nicolás de los Garza, San Pedro Garza García y Santa Catarina, Nuevo León, con el apercibimiento de que en caso de no hacerlo, las subsecuentes notificaciones, aún las de carácter personal, se le harán por medio de instructivo que para tal efecto se fijará en la tabla de avisos de este juzgado, lo anterior con fundamento en lo dispuesto por el artículo 68 del código citado.: [50, 754, 266, 1162]
notice-closing: Monterrey, N.L. a 13 de mayo de 2025: [278, 1950, 419, 1960]
publication-dates: (2, 3 y 4): [141, 1197, 175, 1207]
publication-dates: (2 y 12): [1274, 2032, 1303, 2042]
legal-notice: [956, 696, 1169, 993]
notice-closing: Monterrey, Nuevo León a 19 de Mayo de 2025.: [730, 2011, 903, 2021]
legal-notice: [504, 411, 717, 742]
notice-heading: AVISO NOTARIAL: [799, 1359, 875, 1369]
notice-heading: EDICTO: [368, 593, 402, 603]
signature-line: LICENCIADO JAVIER GARCÍA URRUTIA: [984, 298, 1141, 308]
notice-body: Mediante Escritura Pública número 38,126 de fecha 12 de Mayo del año 2025, ante la Fe del Licenciado y Contador Público CÉSAR GONZÁLEZ CANTÚ, Notario Público Titular de la Notaría Pública Número (69) sesenta y nueve, con ejercicio en el Primer Distrito Registral en el Estado, comparecen los señores ALFREDO RODRIGUEZ RIOS, BLANCA IDALIA RODRIGUEZ RIOS, y RAMIRO RODRIGUEZ RIOS, en su carácter de Únicos y Universales Herederos y Albacea, en los términos de los Artículos 881, 882 y demás relativos al Código de Procedimientos Civiles en el Estado de Nuevo León, con motivo de iniciar la TRAMITACIÓN DEL PROCEDIMIENTO SUCESORIO TESTAMENTARIO a bienes de la señora JOSEFINA RIOS GARZA y me exhibieron el Testamento y el Acta de Defunción de la Autora de la Sucesión, manifestando que van a proceder en su oportunidad a formular el inventario de bienes de la herencia, lo que Yo, el suscrito Notario hago constar y doy a conocer por medio de ésta publicación, de dos veces con un intervalo de diez días cada una.: [956, 390, 1169, 616]
signature-line: CUARTO DE LO CIVIL: [115, 1186, 201, 1196]
signature-line: NOTARIO PÚBLICO NÚMERO 57: [773, 1623, 901, 1632]
signature-line: NOTARIO PÚBLICO TITULAR NÚMERO 72: [980, 1519, 1145, 1529]
signature-line: LIC. CECILIA GUADALUPE: [1236, 355, 1341, 365]
notice-heading: AVISO NOTARIAL: [1250, 104, 1327, 113]
notice-heading: SEGUNDO EDICTO: [569, 753, 652, 763]
notice-heading: EDICTO: [820, 104, 854, 113]
signature-line: NOTARIO PÚBLICO NÚMERO: [552, 982, 669, 992]
notice-body: Con fecha 6 seis de Mayo de 2025 dos mil veinticinco se inició en esta Notaría Pública a mi cargo el Juicio de Intestado en la Vía Extrajudicial del señor LEONARDO VILLARREAL GARCIA, compareciendo la señora SANJUANA TAMEZ TREVIÑO, representando sus gananciales en razón de la sociedad conyugal habida con el autor de la herencia; así como el señor JUAN LEONARDO VILLARREAL TAMEZ, y la señorita VIVIANA ALEJANDRA VILLARREAL TAMEZ, manifestando los últimos dos ser los Únicos y Universales Herederos, reconociéndose sus derechos hereditarios, aceptando la Herencia, y designando como Albacea a la señora SANJUANA TAMEZ TREVIÑO, quien aceptó y protestó desempeñarlo fiel y legalmente, agregando que en su oportunidad procederá a formar el inventario de los bienes de la Herencia. Lo que se publicará por dos veces de diez en diez días en el Diario "El Porvenir" que circula en esta Entidad, como lo dispone el Artículo 882 del Código de Procedimientos Civiles vigente en el Estado.: [504, 116, 717, 331]
signature-line: NÚMERO NUEVE: [124, 685, 192, 695]
signature-line: NOTARIO PUBLICO No. 28: [1236, 378, 1341, 388]
notice-closing: Monterrey, Nuevo León, a 6 de Mayo de 2025: [504, 332, 672, 342]
notice-body: Con fecha 12 de Mayo de 2025 se presentó en esta Notaría los señores AURELIO LOPEZ SALAS y FIDENCIO LOPEZ SALAS, denunciando la Tramitación del PROCEDIMIENTO TESTAMENTARIO EXTRAJUDICIAL a bienes del señor AGUSTIN LOPEZ RAMIREZ, exhibiendo para tal efecto el acta de defunción del autor de la sucesión, para que se les reconozca el carácter de Herederos y Albacea respectivamente, a quien se designa mediante escritura pública número 20,576 de fecha 12 de Mayo de 2025 y otorgada ante la fe del Licenciado Sergio Elías Gutiérrez Domínguez, Notario Público número 104, con ejercicio en el Primer Distrito Registral. Por lo que se ordenan dos publicaciones que se harán de diez en diez días en el periódico El Porvenir que se edita en esta ciudad. Lo anterior de conformidad con los artículos 881 y 882 del Código de Procedimientos Civiles vigente en el Estado.: [730, 584, 943, 777]
legal-notice: [956, 1004, 1169, 1267]
notice-closing: ATENTAMENTE: [1182, 1005, 1243, 1015]
notice-heading: EDICTO: [820, 1656, 854, 1666]
signature-line: EN EL ESTADO.: [805, 298, 869, 308]
notice-heading: PUBLICACION NOTARIAL: [1007, 1005, 1118, 1015]
signature-line: LIC. SERGIO ELIAS GUTIERREZ DOMINGUEZ: [746, 777, 927, 788]
legal-notice: [1182, 1449, 1395, 1826]
publication-dates: (23 y 2): [822, 1851, 851, 1861]
signature-line: LICENCIADO JAVIER GARCÍA URRUTIA: [984, 1507, 1141, 1517]
notice-heading: EDICTO: [1271, 1084, 1306, 1094]
notice-heading: EDICTO: [594, 1278, 628, 1288]
publication-dates: (23 y 2): [1048, 1256, 1077, 1267]
signature-line: FRANCISCO DE JESÚS CASTILLO LEOS: [756, 504, 917, 514]
signature-line: LIC. JOSE MARTINEZ GONZALEZ: [318, 1641, 452, 1651]
signature-line: EL C. SECRETARIO ADSCRITO AL JUZGADO: [974, 937, 1151, 947]
signature-line: NOTARIO PUBLICO TITULAR No. 104: [763, 789, 910, 799]
legal-notice: [504, 753, 717, 1017]
notice-closing: Monterrey, Nuevo León, a 08 de Mayo del 2025.: [956, 1222, 1133, 1232]
notice-body: El día 23 veintitrés de Abril de 2025 dos mil veinticinco, compareció ante esta Notaría Pública a mi cargo, las señoras GRACIELA GONZALEZ GARZA Y ERICK GERARDO LOPEZ GONZALEZ, solicitando iniciar el Procedimiento Sucesorio Testamentario a bienes de JORGE LOPEZ LEYVA, todos en su carácter de Herederos, y además en su carácter de Albacea de la referida Sucesión, y manifestaron su deseo de que se tramite en la misma de conformidad con lo establecido en el artículo 882 del Código de Procedimientos Civiles vigente en el Estado, y los comparecientes manifestaron que aceptan los derechos hereditarios dentro de la Escritura Pública Número 62,422 sesenta y dos mil cuatrocientos veintidós, de fecha 21 veintiuno de Enero del 2017 dos mil diecisiete, otorgada ante la fe del Licenciado Gustavo Nelson Cerrillo Rodríguez, titular de la Notaría Pública número 11 once, con ejercicio en la ciudad de Monterrey, Nuevo León, mismo que contiene el Testamento Público Abierto de la señora. Asimismo exhiben el acta de defunción del autor de la sucesión; manifestando los herederos que aceptan la herencia que les otorga, y manifestan que procederán a formar el acervo hereditario; lo que hace constar en el Acta fuera de Protocolo número 138/48,721/25 (CIENTO TREINTA Y OCHO DIAGONAL CUARENTA Y OCHO MIL SETECIENTOS VEINTIUNO DIAGONAL VEINTICINCO), de la cual se procede a dar vista. Guadalupe, Nuevo León a 19 de mayo de 2025.: [1182, 1462, 1395, 1779]
signature-line: NOTARIO PÚBLICO TITULAR NÚMERO 19: [754, 1314, 919, 1324]
signature-line: LIC. JORGE ARMANDO GONZÁLEZ RIVERA.: [975, 971, 1151, 981]
notice-heading: AVISO NOTARIAL: [573, 411, 649, 421]
notice-closing: Monterrey, Nuevo León, a 21 de Marzo del 2025.: [956, 287, 1136, 297]
legal-notice: [1182, 719, 1395, 1073]
signature-line: GOCC-740209-CS4: [121, 1562, 195, 1572]
publication-dates: (2 y 12): [1048, 675, 1077, 685]
page-number: 7: [1402, 49, 1419, 90]
notice-body: Con fecha 09 de mayo del año 2025, se RADICÓ en esta Notaría a mi cargo, en Escritura Pública Número 21,798 las Sucesiones acumuladas INTESTADAS EN LA VÍA EXTRAJUDICIAL a bienes de los señores GARIBALDI SANMIGUEL GUTIERREZ Y NINFA TAMEZ DEL BOSQUE (TAMBIEN CONOCIDA COMO NINFA TAMEZ DEL BOSQUE DE SANMIGUEL), habiendo comparecido los señores MONICA SANMIGUEL TAMEZ Y ARTURO SANMIGUEL TAMEZ, quienes acreditaron ante la suscrita Notario, el fallecimiento de los autores de la sucesión, y sus calidades de Únicos y Universales Herederos, y demás declaraciones de ley, así mismo se les declaró como herederos y el último como albacea, quien acepto el cargo conferido, así mismo se protestó el fiel desempeño del cargo de albacea y se comprometió a formular el inventario y avalúo de los bienes que conforman la masa hereditaria. Lo que se publica en esta forma y en dos ocasiones que se harán de (10) diez en (10) diez días en el periódico EL PORVENIR que se edita en esta ciudad, de conformidad a lo establecido por el Artículo (882) ochocientos ochenta y dos del Código de Procedimientos Civiles vigente en el Estado.: [956, 1566, 1169, 1814]
notice-body: Dirigido a: Jesús Martínez Rodríguez y María del Socorro Lozano de Martínez Domicilio: Ignorado Que dentro de los autos que integran el expediente judicial número 432/2022, relativo al juicio ordinario civil promovido por José Conrado Cristian Gutiérrez, en fecha 30 treinta de marzo de 2022 dos mil veintidós, se admitió a trámite la demanda propuesta, reclamando las prestaciones que se advierten del escrito inicial; el cual se encuentra a su disposición en el local de este Juzgado para los efectos legales correspondientes en las copias de traslado respectivo. Por lo que se hace constar que por auto del 20 veinte de febrero de 2025 dos mil veinticinco, se ordenó el emplazamiento a la parte demandada, por medio de edictos que se deberán publicar por 3 tres veces consecutivas en el periódico oficial del Estado, en el Boletín Judicial, así como por el periódico de los de mayor circulación, quedando a elección del interesado esto último para el efecto de hacer la publicación en el diario el Porvenir, en el Periódico el Norte, Periódico Milenio Diario o en el ABC de Monterrey, publicación la anterior que surtirá sus efectos a los 10 diez días contados al día siguiente en que se haga la última, concediéndosele un término de 9 nueve días a fin de que ocurra a producir su contestación a la demanda y a oponer las excepciones de su intención si las tuviere, debiéndose prevenir para que señale domicilio en esta Ciudad para el efecto de oír y recibir notificaciones, bajo el apercibimiento de que en caso de no hacerlo así, las posteriores notificaciones que deban realizarse, aún las de carácter personal, se le harán conforme a las reglas para las notificaciones que no deban ser personales, de conformidad con lo dispuesto por el numeral 68 del Código de Procedimientos Civiles en el Estado. Por lo que como se dijere quedan a disposición de la parte demandada las copias de traslado correspondientes en la Secretaría de este Juzgado. Doy Fe.: [278, 116, 492, 524]
signature-line: C. SECRETARIO DEL JUZGADO TERCERO: [753, 275, 921, 285]
legal-notice: [1182, 103, 1395, 411]
publication-dates: (2, 3 y 4): [368, 571, 402, 581]
notice-body: En fecha 08 ocho de marzo del año 2024 dos mil veinticuatro en relación con el auto de fecha 16 dieciséis de mayo del año 2025 dos mil veinticinco, se admitió en este Juzgado Quinto de lo Familiar del Primer Distrito Judicial en el Estado, con residencia en Monterrey, Nuevo León, dentro del expediente número 263/2024, relativo al juicio sucesorio de intestado a bienes de Sigifredo Alejandro Elizaldi y/o Sigfredo Alejandro Elizalde y/o Segifredo Alejandro Elizaldi; resolución en comento, en la que se ordenó la publicación de un edicto por una sola vez en el Boletín Judicial del Estado y en el Periódico El Porvenir de la ciudad de Monterrey, Nuevo León; convocando a las personas que se consideren con derecho a la herencia del de cujus, a fin de que ocurran a este juzgado a deducirlo dentro del término de 10 diez días, contados desde la fecha de la publicación del mismo, acorde con lo ordenado por el numeral 819 del Código de Procedimientos Civiles para el Estado de Nuevo León. En Monterrey, Nuevo León, a 28 veintiocho de mayo del 2025 dos mil veinticinco. Doy fe.: [956, 710, 1169, 936]
notice-heading: EDICTO: [1271, 1449, 1306, 1459]
notice-body: Con fecha 13 (trece) de mayo de 2025 (dos mil veinticinco) y mediante Escritura Pública Número 34,441 (TREINTA Y CUATRO MIL CUATROCIENTOS CUARENTA Y UNO), de esta Notaría a mi cargo, se inició el JUICIO SUCESORIO INTESTADO a bienes del señor FERNANDO ROMERO PULGARÍN, quien falleció; el día 06 (seis) de marzo de 2022 (dos mil veintidós), expresando los señores DIEGO FERNANDO ROMERO SILVA Y ROCÍO MARIANNE ROMERO SILVA, que aceptan la herencia, así como también CEDEN SUS DERECHOS HEREDITARIOS, a su madre la señora MARIA GUADALUPE SILVA VILLA, asimismo la señora ROCÍO MARIANNE ROMERO SILVA acepta el cargo de Albacea asumido, debiendo efectuar las publicaciones que se harán de 10 (diez) en 10 (diez) días, en el PERIÓDICO EL PORVENIR, que se edita en esta Ciudad, para los efectos legales a que hubiere lugar. Lo anterior de conformidad con los artículos 881 y 882 del Código de Procedimientos Civiles vigente en el Estado.: [1182, 435, 1395, 650]
signature-line: LIC. Y C.P. CÉSAR GONZÁLEZ CANTÚ: [987, 629, 1138, 639]
notice-closing: Monterrey, N.L. a 13 de mayo de 2025: [278, 1630, 419, 1640]
signature-line: C. SECRETARIO ADSCRITO AL JUZGADO: [75, 1175, 241, 1185]
signature-line: FOLC-700909-177: [1253, 389, 1324, 399]
notice-body: En fecha (16) dieciséis de Mayo de (2025) dos mil veinticinco se inició en esta Notaría a mi cargo la Sucesión Testamentaria a bienes de la señora LAURA GUADALUPE GARCIA GONZALEZ, quien falleciera el día 10 diez de Mayo del 2024 dos mil veinticuatro, compareciendo ALINDA TREVIÑO GARCIA, ERNESTO TREVIÑO GARCIA, SERGIO TREVIÑO GARCIA Y VIRGINIA TREVIÑO GARCIA manifiestan que aceptan la herencia y el señor ERNESTO TREVIÑO GARCIA acepta el cargo de albacea y procederá a formular el inventario de los bienes de la herencia.: [730, 1886, 943, 2010]
column-5: [949, 98, 1175, 2527]
signature-line: DEL ESTADO: [358, 559, 411, 569]
notice-heading: EDICTO: [820, 332, 854, 342]
signature-line: LIC. DANIEL ELIZONDO GARZA: [548, 1645, 674, 1655]
notice-heading: AVISO NOTARIAL: [799, 834, 875, 844]
signature-line: LIC. Y C.P. CÉSAR GONZÁLEZ CANTÚ: [1213, 1017, 1364, 1027]
signature-line: NOTARIO PUBLICO NUMERO 138: [1222, 1415, 1355, 1425]
notice-heading: PUBLICACION NOTARIAL: [1007, 1278, 1118, 1288]
notice-body: CON FECHA 15 DE MAYO DEL 2025, SE RADICÓ EN ESTA NOTARÍA A MI CARGO EL JUICIO HEREDITARIO ADMINISTRATIVO INTESTAMENTARIO bienes del señor FRANCISCO ROSALES RODRIGUEZ, MEDIANTE LA ESCRITURA PÚBLICA NÚMERO 61,335 DE FECHA 15 de mayo de 2025, PASADA ANTE LA FE DEL SUSCRITO NOTARIO, ORDENÁNDOSE REALIZAR POR DOS OCASIONES Y CON INTERVALO DE DIEZ DÍAS UNA PUBLICACIÓN EN EL PERIÓDICO EL PORVENIR, CONVOCANDO A LAS PERSONAS QUE SE CREAN CON DERECHO A LA HEREDAD A FIN DE QUE ACUDAN A DEDUCIRLO dentro del término legal. Lo anterior con fundamento en lo dispuesto por el artículo 882 del Código de Procedimientos Civiles vigente en el Estado. Monterrey, N.L., 15 de mayo de 2025.: [730, 1133, 943, 1302]
signature-line: NOTARIO PÚBLICO TITULAR NÚMERO 29: [302, 1972, 467, 1982]
notice-body: En fecha 6 seis de mayo de 2025 dos mil veinticinco, se admitió en el Juzgado Segundo Familiar del Segundo Distrito Judicial en el Estado, bajo el expediente judicial 433/2025, relativo al juicio sucesorio de intestado especial a bienes de Heriberto Escamilla Silva, ordenándose la publicación de un edicto por una sola vez en el periódico El Porvenir, que se edita en esta Ciudad, por medio del cual se convoca a todas aquellas personas que se crean con derecho a la herencia de que se trata, para que comparezcan a deducirlo al local de este juzgado dentro del término de 10 diez días contados a partir del día siguiente al de la publicación del edicto ordenado. Guadalupe, Nuevo León, a 14 catorce de mayo del año 2025 dos mil veinticinco.: [730, 344, 943, 502]
legal-notice: [956, 1883, 1169, 2089]
publication-dates: (23 y 2): [1274, 697, 1303, 707]
notice-closing: Monterrey, N.L., a 13 de mayo de 2025.: [1182, 651, 1327, 661]
signature-line: NOTARIO PÚBLICO TITULAR NÚMERO 72: [980, 309, 1145, 319]
signature-line: GARZA VALDÉZ: [1031, 1838, 1095, 1848]
notice-intro-line: Monterrey, N.L., a 26 de Marzo del 2025.: [50, 1232, 200, 1242]
notice-heading: EDICTO DE REMATE: [113, 104, 203, 113]
column-3: [497, 98, 723, 2527]
signature-line: LIC. ANGELICA GUADALUPE: [553, 1210, 668, 1221]
notice-columns: [47, 98, 1404, 2527]
notice-body: EN LA CIUDAD DE MONTERREY, CAPITAL DEL ESTADO DE NUEVO LEÓN, a los 14 catorce días del mes de Mayo del 2025, compareció ante el suscrito Notario Público número 57, Licenciado PABLO QUIROGA GONZALEZ, con ejercicio en el Primer Distrito Registral del Estado, los señores ROSA NELLY SAUCEDA CEDILLO y YOLANDA SAUCEDA CEDILLO, en su carácter de HEREDERAS a iniciar la INTESTAMENTARIO ESPECIAL ACUMULADO a bienes del señor MALAQUIAS SAUCEDA SAAVEDRA y la señora ESPERANZA CEDILLO GONZALEZ, el primero fallecido el (04) cuatro de Septiembre del 1984 (mil novecientos ochenta y cuatro), la segunda el (veintiséis) de Diciembre del año 1995 (mil novecientos noventa y cinco), suscrito Notario Público, con apoyo en el segundo párrafo del Artículo 882 del citado Ordenamiento, dará a conocer éstas declaraciones por medio de dos publicaciones que se harán de diez en diez días, en el periódico de los de mayor circulación en el Estado, para seguir posteriormente el trámite de la Intestamentaria Acumulada. DOY FE.: [730, 1372, 943, 1609]
signature-line: 111: [604, 994, 618, 1004]
signature-line: NOTARIA PUBLICA NUMERO 67: [548, 1245, 674, 1255]
publication-dates: (23 y 2): [596, 731, 626, 742]
signature-line: NOTARIO PUBLICO NUMERO 95: [1225, 2009, 1352, 2019]
legal-notice: [50, 1219, 266, 1584]
signature-line: NOTARIO PÚBLICO TITULAR NÚMERO 67: [980, 1849, 1145, 1859]
publication-dates: (23 y 2): [822, 2067, 851, 2077]
notice-intro-line: Monterrey, N.L., a 20 de Mayo del 2025.: [1182, 732, 1329, 742]
footer-rule: [39, 2528, 1404, 2530]
publication-dates: (23 y 2): [596, 389, 626, 399]
signature-line: EIGD-450218-2M7.: [575, 1450, 647, 1461]
notice-intro-line: Monterrey, N.L., a 29 de Mayo del 2025.: [956, 356, 1103, 366]
signature-line: GOCC740209HNLNNS05.: [1239, 1039, 1338, 1049]
signature-line: C. SECRETARIO ADSCRITO AL JUZGADO: [754, 515, 919, 525]
signature-line: NOTARIO PUBLICO No. 28: [559, 366, 663, 376]
signature-line: LICENCIADO JAVIER GARCÍA URRUTIA: [984, 1234, 1141, 1243]
signature-line: NOTARIO PÚBLICO SUPLENTE: [774, 2034, 899, 2044]
signature-line: LIC. FRANCISCO JAVIER MATA ROJAS: [1211, 663, 1366, 673]
notice-closing: Monterrey, Nuevo León, a 28 de Abril del 2025.: [956, 1496, 1129, 1506]
signature-line: FOLC-700909-177: [576, 720, 646, 730]
publication-dates: (23 y 2): [1048, 1530, 1077, 1540]
notice-body: Con fecha 30 de abril del 2025, se ha denunciado en esta Notaría, LA SUCESION HEREDITARIA TESTAMENTARIO EXTRAJUDICIAL a bienes del señor ALFONSO GARCÍA ALMAGUER quien falleciera en la Ciudad de Guadalupe y MARIA DE JESÚS SALINAS CAVAZOS, mediante Acta fuera de Protocolo 095/2079/2025 promovido por El señor CASIMIRO GARCIA PUENTE. Con fundamento en lo dispuesto por el artículo 882, del Código Procedimientos Civiles para el Estado, se dé a conocer por medio de dos publicaciones que se harán de diez en diez días en el Periódico El Porvenir que se edita en Monterrey, Nuevo León.: [1182, 1849, 1395, 1985]
signature-line: DISTRITO JUDICIAL EN EL ESTADO.: [990, 960, 1135, 970]
signature-line: FAMILIAR DEL PRIMER DISTRITO JUDICIAL: [749, 287, 924, 297]
notice-intro-line: PERIÓDICO EL PORVENIR: [956, 368, 1060, 378]
notice-closing: Guadalupe, N.L. a 20 de Mayo de 2025.: [1182, 1381, 1329, 1391]
